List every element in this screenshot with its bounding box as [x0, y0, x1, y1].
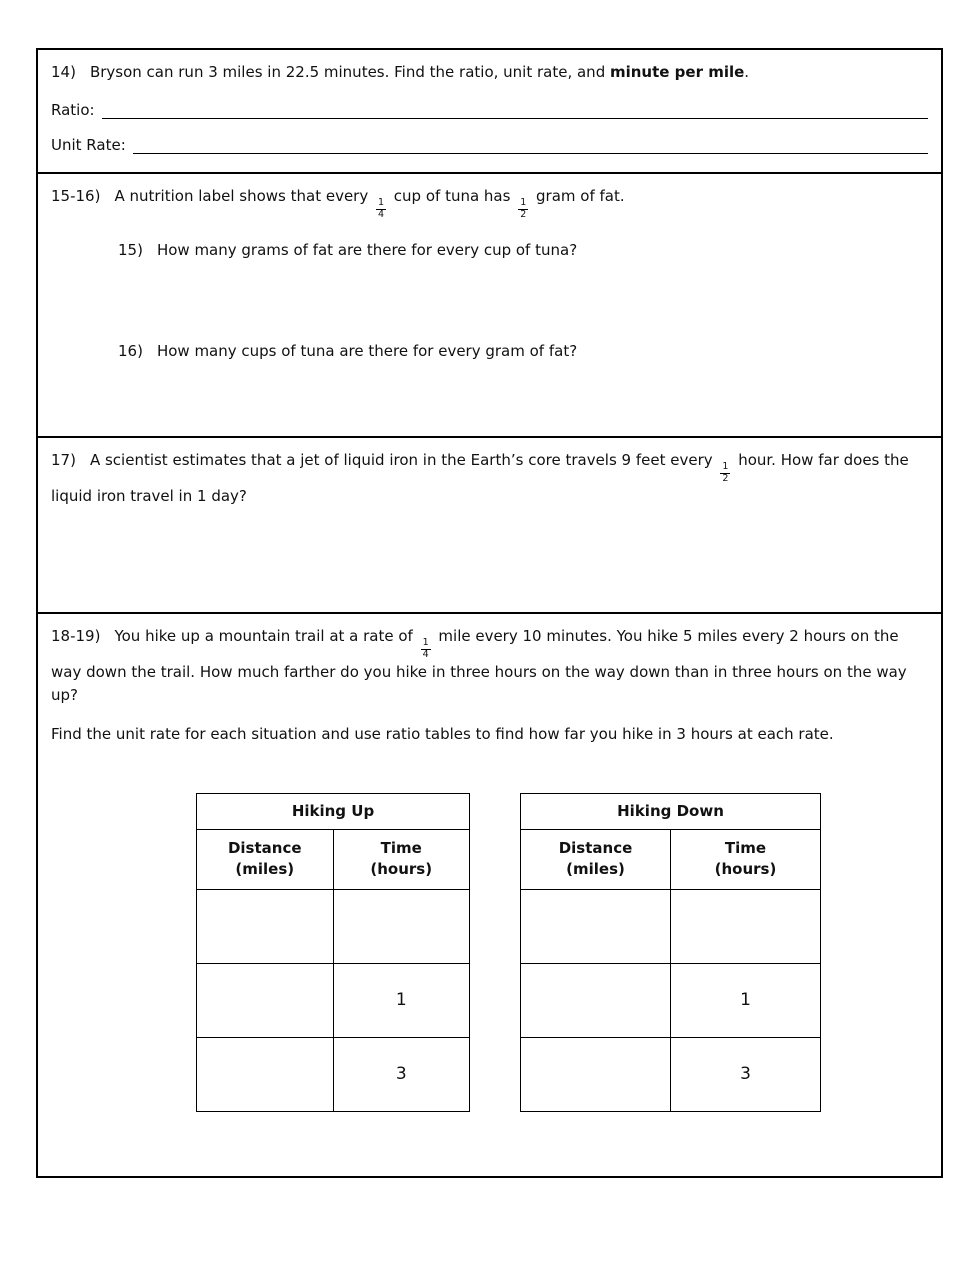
- unit-rate-blank-line: [133, 139, 928, 154]
- fraction-numerator: 1: [422, 637, 429, 648]
- table-cell: [521, 1037, 671, 1111]
- question-15-text: How many grams of fat are there for every cup of tuna?: [156, 240, 578, 259]
- table-cell: 3: [671, 1037, 821, 1111]
- hiking-down-time-header: [671, 829, 821, 889]
- fraction-one-quarter: [376, 198, 386, 221]
- table-row: [197, 1037, 470, 1111]
- header-line1: Distance: [558, 839, 633, 858]
- ratio-answer-row: [51, 101, 928, 119]
- table-cell: [671, 889, 821, 963]
- table-cell: [521, 963, 671, 1037]
- fraction-denominator: 4: [422, 648, 429, 660]
- header-line2: (hours): [370, 860, 433, 879]
- hiking-up-table: [196, 793, 470, 1112]
- table-row: [197, 889, 470, 963]
- problem-18-19-section: [38, 614, 941, 1174]
- fraction-numerator: 1: [377, 197, 385, 208]
- fraction-one-half: [720, 462, 730, 485]
- header-line2: (miles): [235, 860, 295, 879]
- fraction-denominator: 2: [722, 472, 729, 484]
- fraction-denominator: 2: [520, 208, 527, 220]
- unit-rate-answer-row: [51, 136, 928, 154]
- hiking-down-title-row: [521, 793, 821, 829]
- table-cell: [333, 889, 470, 963]
- problem-14-bold-text: minute per mile: [609, 63, 745, 81]
- hiking-down-distance-header: [521, 829, 671, 889]
- problem-14-section: [38, 50, 941, 174]
- problem-17-label: 17): [51, 451, 76, 469]
- problem-14-label: 14): [51, 63, 76, 81]
- problem-18-19-text-part1: You hike up a mountain trail at a rate of: [114, 627, 418, 645]
- header-line2: (hours): [714, 860, 777, 879]
- header-line2: (miles): [566, 860, 625, 879]
- table-cell: 1: [671, 963, 821, 1037]
- header-line1: Time: [380, 839, 422, 858]
- problem-15-16-section: [38, 174, 941, 438]
- fraction-one-quarter: [421, 638, 431, 661]
- problem-14-text-end: .: [744, 63, 750, 81]
- question-15: [118, 239, 928, 262]
- problem-17-text-part1: A scientist estimates that a jet of liquid iron in the Earth’s core travels 9 feet every: [89, 451, 718, 469]
- hiking-up-distance-header: [197, 829, 334, 889]
- problem-17-section: [38, 438, 941, 614]
- problem-18-19-statement: [51, 625, 928, 707]
- ratio-label: Ratio:: [51, 101, 95, 120]
- header-line1: Distance: [227, 839, 302, 858]
- table-row: [521, 963, 821, 1037]
- hiking-up-table-title: Hiking Up: [197, 793, 470, 829]
- worksheet-border-box: [36, 48, 943, 1178]
- question-16-text: How many cups of tuna are there for every gram of fat?: [156, 342, 578, 361]
- problem-18-19-text-part2: mile every 10 minutes. You hike 5 miles every 2 hours on the way down the trail. How much farther do you hike in three hours on the way down than in three hours on the way up?: [51, 627, 907, 705]
- problem-18-19-instruction: Find the unit rate for each situation and use ratio tables to find how far you hike in 3 hours at each rate.: [51, 725, 834, 744]
- problem-15-16-text-part1: A nutrition label shows that every: [114, 187, 373, 205]
- fraction-one-half: [518, 198, 528, 221]
- problem-17-statement: [51, 449, 928, 508]
- table-row: [521, 1037, 821, 1111]
- hiking-up-time-header: [333, 829, 470, 889]
- problem-18-19-label: 18-19): [51, 627, 101, 645]
- table-row: [521, 889, 821, 963]
- problem-14-statement: [51, 61, 928, 84]
- problem-15-16-statement: [51, 185, 928, 221]
- problem-15-16-label: 15-16): [51, 187, 101, 205]
- problem-15-16-text-part2: cup of tuna has: [389, 187, 516, 205]
- question-16: [118, 340, 928, 363]
- unit-rate-label: Unit Rate:: [51, 136, 126, 155]
- table-cell: 3: [333, 1037, 470, 1111]
- table-cell: 1: [333, 963, 470, 1037]
- question-16-label: 16): [118, 342, 143, 361]
- fraction-numerator: 1: [722, 461, 729, 472]
- table-cell: [197, 1037, 334, 1111]
- hiking-up-header-row: [197, 829, 470, 889]
- problem-17-text-part2: hour. How far does the liquid iron travel in 1 day?: [51, 451, 909, 505]
- hiking-up-title-row: [197, 793, 470, 829]
- fraction-numerator: 1: [520, 197, 527, 208]
- table-row: [197, 963, 470, 1037]
- table-cell: [521, 889, 671, 963]
- problem-14-text: Bryson can run 3 miles in 22.5 minutes. Find the ratio, unit rate, and: [89, 63, 610, 81]
- header-line1: Time: [724, 839, 767, 858]
- hiking-down-table-title: Hiking Down: [521, 793, 821, 829]
- ratio-blank-line: [102, 104, 928, 119]
- ratio-tables-row: [196, 793, 928, 1112]
- fraction-denominator: 4: [377, 208, 385, 220]
- hiking-down-table: [520, 793, 821, 1112]
- problem-15-16-text-part3: gram of fat.: [531, 187, 625, 205]
- table-cell: [197, 889, 334, 963]
- question-15-label: 15): [118, 240, 143, 259]
- hiking-down-header-row: [521, 829, 821, 889]
- table-cell: [197, 963, 334, 1037]
